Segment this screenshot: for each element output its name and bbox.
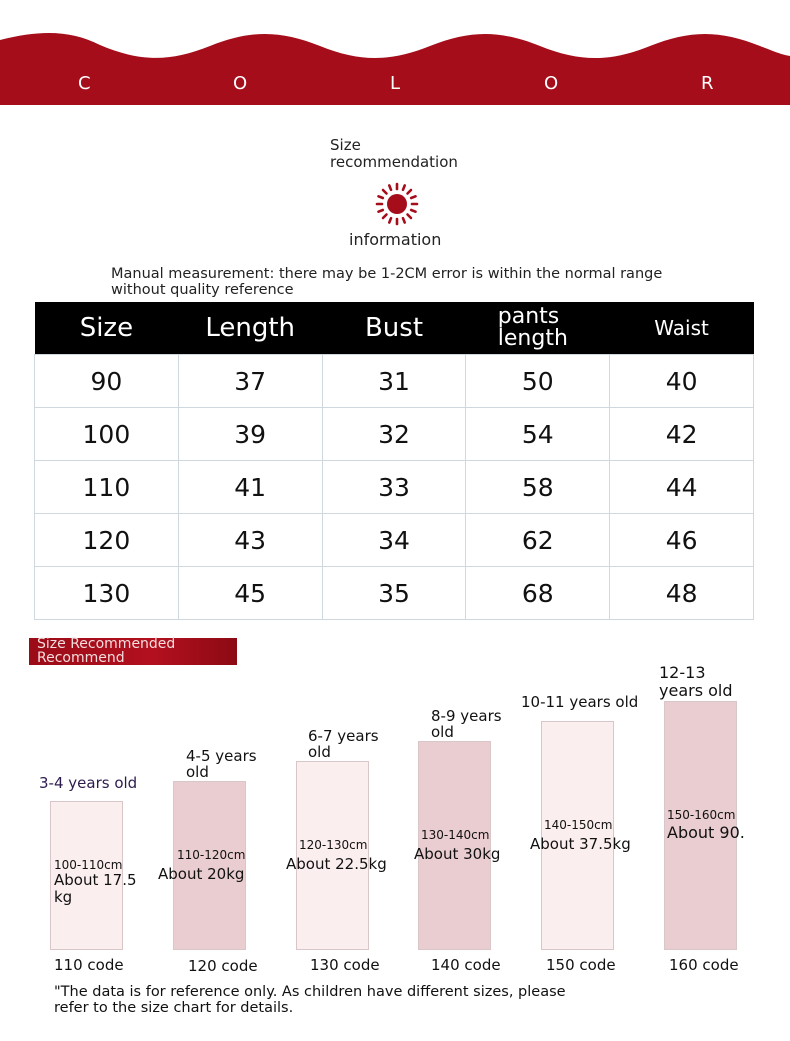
weight-value: About 90. [667, 823, 745, 842]
table-cell: 62 [466, 514, 610, 567]
table-cell: 130 [35, 567, 179, 620]
size-code: 160 code [669, 956, 739, 974]
age-label: 4-5 years old [186, 747, 257, 781]
table-cell: 41 [178, 461, 322, 514]
header-pants-length: pants length [466, 302, 610, 355]
age-label: 12-13 years old [659, 663, 733, 700]
table-row [35, 567, 754, 620]
banner-letter: O [544, 73, 559, 94]
table-row [35, 514, 754, 567]
table-cell: 35 [322, 567, 466, 620]
header-length: Length [178, 302, 322, 355]
weight-value: About 37.5kg [530, 835, 631, 853]
table-row [35, 355, 754, 408]
height-range: 150-160cm [667, 808, 736, 822]
table-header-row [35, 302, 754, 355]
table-cell: 37 [178, 355, 322, 408]
table-cell: 45 [178, 567, 322, 620]
table-row [35, 461, 754, 514]
bar-label [158, 848, 258, 883]
banner-letter: R [701, 73, 714, 94]
tag-line-1: Size Recommended [37, 636, 176, 652]
height-range: 130-140cm [421, 828, 490, 842]
table-cell: 44 [610, 461, 754, 514]
header-size: Size [35, 302, 179, 355]
table-cell: 40 [610, 355, 754, 408]
table-cell: 100 [35, 408, 179, 461]
size-code: 150 code [546, 956, 616, 974]
information-label: information [349, 230, 442, 249]
table-cell: 42 [610, 408, 754, 461]
height-range: 110-120cm [177, 848, 246, 862]
bar-label [667, 808, 752, 841]
size-code: 140 code [431, 956, 501, 974]
age-label: 6-7 years old [308, 727, 379, 761]
table-cell: 39 [178, 408, 322, 461]
table-cell: 34 [322, 514, 466, 567]
table-cell: 46 [610, 514, 754, 567]
table-cell: 58 [466, 461, 610, 514]
table-cell: 50 [466, 355, 610, 408]
table-cell: 33 [322, 461, 466, 514]
bar-label [286, 838, 396, 873]
height-range: 100-110cm [54, 858, 123, 872]
table-cell: 90 [35, 355, 179, 408]
table-cell: 43 [178, 514, 322, 567]
weight-value: About 20kg [158, 865, 245, 883]
banner-letter: C [78, 73, 91, 94]
weight-value: About 30kg [414, 845, 501, 863]
size-code: 120 code [188, 957, 258, 975]
intro-title: Size recommendation [330, 136, 458, 171]
table-cell: 120 [35, 514, 179, 567]
header-bust: Bust [322, 302, 466, 355]
bar-label [530, 818, 640, 853]
weight-value: About 17.5 kg [54, 871, 137, 906]
age-label: 10-11 years old [521, 693, 639, 711]
banner-letter: O [233, 73, 248, 94]
size-table [34, 302, 754, 620]
table-cell: 48 [610, 567, 754, 620]
size-code: 110 code [54, 956, 124, 974]
table-row [35, 408, 754, 461]
measurement-note: Manual measurement: there may be 1-2CM error is within the normal range without quality reference [111, 266, 663, 298]
tag-line-2: Recommend [37, 650, 125, 666]
bar-label [54, 858, 139, 906]
height-range: 140-150cm [544, 818, 613, 832]
table-cell: 110 [35, 461, 179, 514]
table-cell: 32 [322, 408, 466, 461]
size-code: 130 code [310, 956, 380, 974]
table-cell: 68 [466, 567, 610, 620]
color-banner [0, 0, 790, 105]
weight-value: About 22.5kg [286, 855, 387, 873]
table-cell: 54 [466, 408, 610, 461]
header-waist: Waist [610, 302, 754, 355]
size-recommended-tag [29, 638, 237, 665]
banner-letter: L [390, 73, 401, 94]
disclaimer-note: "The data is for reference only. As children have different sizes, please refer to the size chart for details. [54, 984, 566, 1016]
age-label: 8-9 years old [431, 707, 502, 741]
table-cell: 31 [322, 355, 466, 408]
bar-label [414, 828, 514, 863]
sun-icon [375, 182, 419, 230]
age-label: 3-4 years old [39, 774, 138, 792]
height-range: 120-130cm [299, 838, 368, 852]
